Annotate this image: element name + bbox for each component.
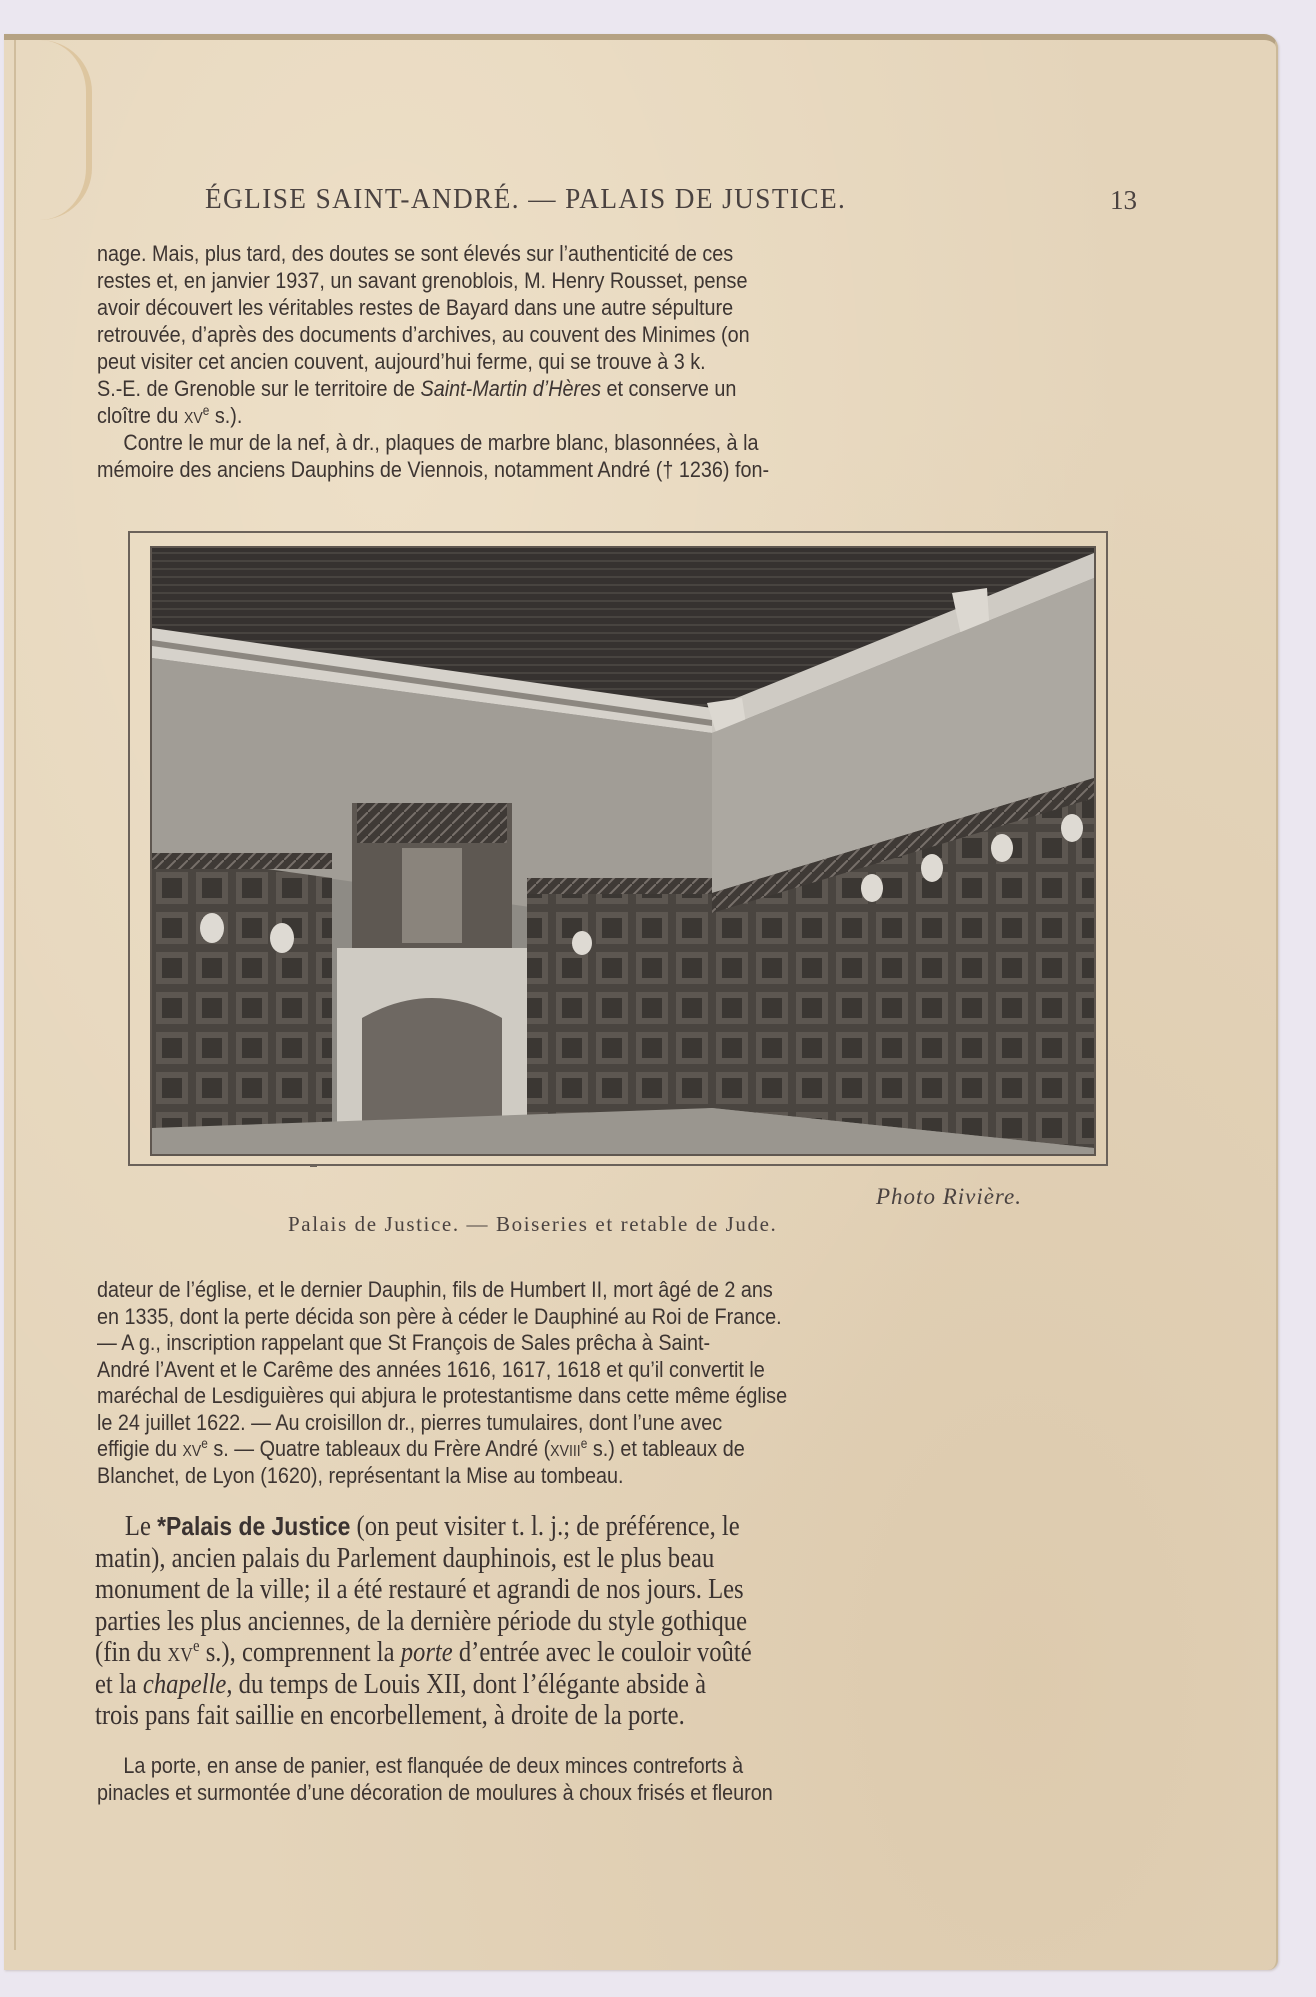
text-span: s.) et tableaux de — [587, 1436, 745, 1461]
text-line: restes et, en janvier 1937, un savant grenoblois, M. Henry Rousset, pense — [97, 268, 748, 293]
text-line: monument de la ville; il a été restauré et agrandi de nos jours. Les — [95, 1574, 744, 1605]
palais-paragraph — [95, 1511, 1142, 1732]
text-line: mémoire des anciens Dauphins de Viennois, notamment André († 1236) fon- — [97, 457, 770, 482]
middle-panelling — [527, 878, 712, 1123]
text-line: matin), ancien palais du Parlement dauphinois, est le plus beau — [95, 1542, 715, 1574]
text-line: pinacles et surmontée d’une décoration de moulures à choux frisés et fleuron — [97, 1780, 773, 1805]
superscript: e — [201, 1435, 208, 1451]
running-head — [205, 183, 1093, 216]
text-span: cloître du — [97, 403, 184, 428]
superscript: e — [202, 402, 210, 418]
page-number: 13 — [1110, 185, 1137, 215]
place-name-italic: Saint-Martin d’Hères — [420, 376, 602, 401]
century-numeral: xv — [167, 1637, 193, 1668]
page-gutter-edge — [14, 40, 16, 1950]
text-span: Le — [124, 1511, 158, 1542]
century-numeral: xviii — [550, 1436, 581, 1461]
superscript: e — [192, 1635, 200, 1655]
text-line: en 1335, dont la perte décida son père à céder le Dauphiné au Roi de France. — [97, 1303, 782, 1329]
bottom-paragraph — [97, 1752, 1127, 1806]
text-line: parties les plus anciennes, de la dernière période du style gothique — [95, 1605, 748, 1637]
text-line — [95, 1637, 1142, 1669]
text-span: s. — Quatre tableaux du Frère André ( — [207, 1436, 551, 1461]
century-numeral: xv — [182, 1436, 202, 1461]
superscript: e — [580, 1435, 588, 1451]
text-line — [95, 1511, 1142, 1543]
text-span: , du temps de Louis XII, dont l’élégante abside à — [226, 1668, 707, 1700]
left-panelling — [152, 853, 332, 1128]
photo-caption: Palais de Justice. — Boiseries et retable de Jude. — [288, 1212, 778, 1236]
text-span: effigie du — [97, 1436, 183, 1461]
palais-heading-bold: *Palais de Justice — [157, 1511, 351, 1541]
text-line: La porte, en anse de panier, est flanquée de deux minces contreforts à — [123, 1753, 744, 1778]
text-line: nage. Mais, plus tard, des doutes se sont élevés sur l’authenticité de ces — [97, 241, 734, 266]
text-line: le 24 juillet 1622. — Au croisillon dr., pierres tumulaires, dont l’une avec — [97, 1409, 723, 1435]
text-line: avoir découvert les véritables restes de Bayard dans une autre sépulture — [97, 295, 734, 320]
text-line: peut visiter cet ancien couvent, aujourd’hui ferme, qui se trouve à 3 k. — [97, 349, 706, 374]
running-head-title: ÉGLISE SAINT-ANDRÉ. — PALAIS DE JUSTICE. — [205, 183, 847, 215]
text-line: Blanchet, de Lyon (1620), représentant la Mise au tombeau. — [97, 1462, 624, 1488]
photo-illustration — [152, 548, 1094, 1154]
text-line: Contre le mur de la nef, à dr., plaques de marbre blanc, blasonnées, à la — [123, 430, 759, 455]
text-line: trois pans fait saillie en encorbellement, à droite de la porte. — [95, 1700, 685, 1731]
top-paragraph — [97, 240, 1127, 483]
century-numeral: xv — [183, 403, 203, 428]
text-line: dateur de l’église, et le dernier Dauphin, fils de Humbert II, mort âgé de 2 ans — [97, 1277, 773, 1302]
text-span: (on peut visiter t. l. j.; de préférence, le — [350, 1511, 740, 1542]
italic-term: chapelle — [142, 1668, 227, 1700]
text-line: — A g., inscription rappelant que St François de Sales prêcha à Saint- — [97, 1330, 711, 1355]
text-line — [97, 375, 1127, 402]
text-line: André l’Avent et le Carême des années 1616, 1617, 1618 et qu’il convertit le — [97, 1356, 765, 1382]
text-line — [97, 1436, 1127, 1463]
text-line: maréchal de Lesdiguières qui abjura le protestantisme dans cette même église — [97, 1383, 788, 1408]
text-span: S.-E. de Grenoble sur le territoire de — [97, 376, 421, 401]
middle-paragraph — [97, 1277, 1127, 1489]
print-mark — [310, 1165, 317, 1167]
text-span: et conserve un — [601, 376, 737, 401]
text-span: (fin du — [95, 1637, 168, 1668]
text-span: et la — [95, 1668, 143, 1700]
photo-palais-de-justice — [150, 546, 1096, 1156]
italic-term: porte — [400, 1637, 453, 1668]
text-span: d’entrée avec le couloir voûté — [452, 1637, 752, 1668]
text-line — [97, 402, 1127, 429]
text-span: s.), comprennent la — [199, 1637, 401, 1668]
text-line: retrouvée, d’après des documents d’archives, au couvent des Minimes (on — [97, 322, 750, 347]
text-span: s.). — [209, 403, 243, 428]
photo-credit: Photo Rivière. — [876, 1184, 1022, 1209]
paper-stain — [40, 40, 92, 220]
text-line — [95, 1669, 1142, 1701]
